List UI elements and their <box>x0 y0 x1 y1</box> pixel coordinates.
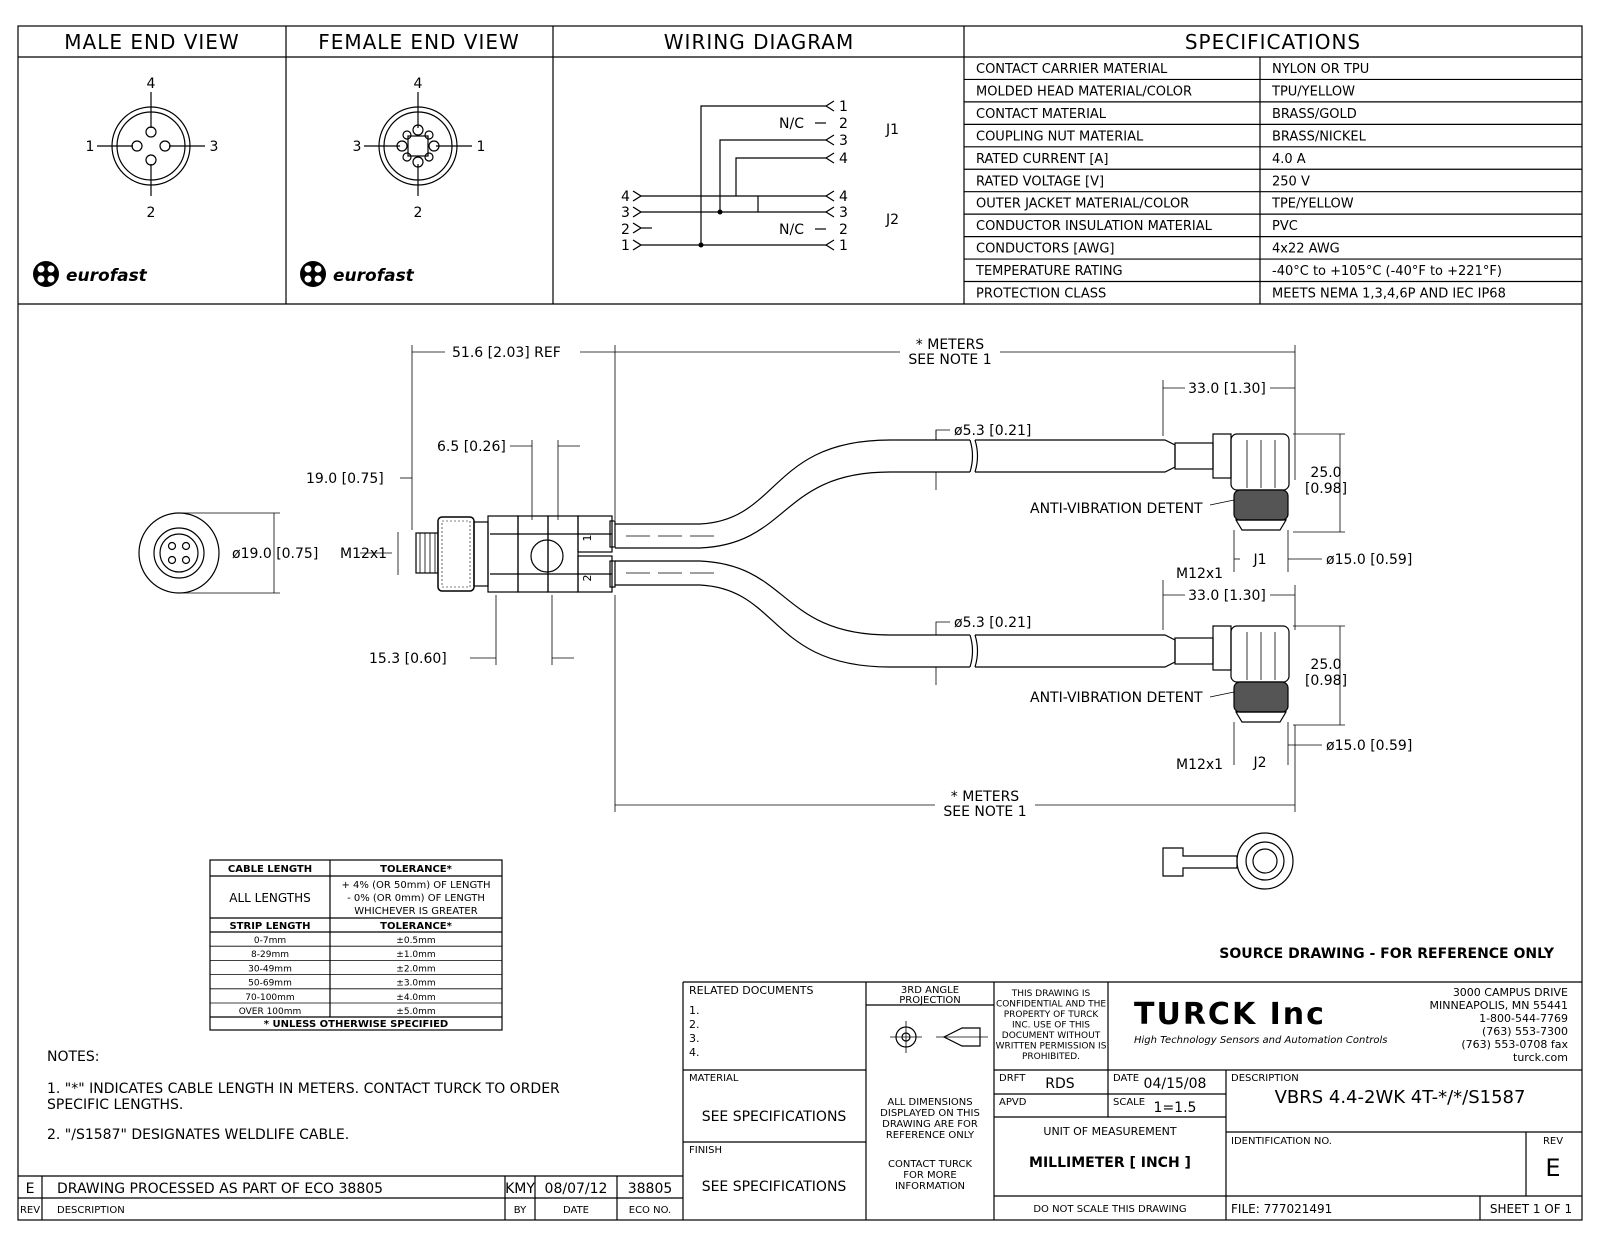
spec-label: MOLDED HEAD MATERIAL/COLOR <box>976 84 1193 100</box>
confidential-line: INC. USE OF THIS <box>1012 1020 1090 1031</box>
date-label: DATE <box>1113 1073 1140 1084</box>
rev-header-eco: ECO NO. <box>628 1205 672 1216</box>
identification-label: IDENTIFICATION NO. <box>1231 1136 1332 1147</box>
female-end-view-header: FEMALE END VIEW <box>318 30 520 54</box>
female-pin-4: 4 <box>413 76 423 92</box>
turck-logo <box>1134 997 1326 1032</box>
dims-note-line: ALL DIMENSIONS <box>887 1097 973 1108</box>
dims-note-line: DRAWING ARE FOR <box>882 1119 978 1130</box>
rev-label: REV <box>1542 1136 1564 1147</box>
rev-letter: E <box>25 1181 35 1197</box>
dim-note-bottom: SEE NOTE 1 <box>943 804 1027 820</box>
tol-header-strip-length: STRIP LENGTH <box>229 921 311 932</box>
third-angle-projection-icon <box>890 1021 988 1053</box>
file-number: FILE: 777021491 <box>1231 1202 1333 1216</box>
rev-header-by: BY <box>513 1205 527 1216</box>
strip-tolerance-cell: ±2.0mm <box>396 964 436 975</box>
wiring-j1-label: J1 <box>886 122 900 138</box>
finish-value: SEE SPECIFICATIONS <box>701 1179 847 1195</box>
eurofast-logo-icon <box>300 261 415 287</box>
related-doc-1: 1. <box>689 1004 700 1017</box>
finish-label: FINISH <box>689 1145 722 1156</box>
related-doc-2: 2. <box>689 1018 700 1031</box>
spec-label: CONDUCTOR INSULATION MATERIAL <box>976 219 1212 235</box>
connector-label-j1: J1 <box>1253 552 1267 568</box>
plug-label-2: 2 <box>581 574 594 582</box>
anti-vibration-label-j1: ANTI-VIBRATION DETENT <box>1030 501 1203 517</box>
related-doc-4: 4. <box>689 1046 700 1059</box>
spec-value: 4x22 AWG <box>1272 241 1340 257</box>
dim-note-top: SEE NOTE 1 <box>908 352 992 368</box>
dim-thread-j2: M12x1 <box>1176 757 1224 773</box>
female-pin-2: 2 <box>413 205 423 221</box>
tol-line-1: + 4% (OR 50mm) OF LENGTH <box>341 880 491 891</box>
male-end-view-header: MALE END VIEW <box>64 30 240 54</box>
dim-thread-main: M12x1 <box>340 546 388 562</box>
strip-tolerance-cell: ±3.0mm <box>396 978 436 989</box>
contact-note-line: INFORMATION <box>894 1181 966 1192</box>
material-label: MATERIAL <box>689 1073 739 1084</box>
spec-value: BRASS/GOLD <box>1272 106 1357 122</box>
svg-text:eurofast: eurofast <box>333 266 414 286</box>
spec-label: CONTACT MATERIAL <box>976 106 1107 122</box>
contact-note-line: CONTACT TURCK <box>887 1159 973 1170</box>
rev-date: 08/07/12 <box>544 1181 608 1197</box>
strip-tolerance-cell: ±0.5mm <box>396 936 436 946</box>
rev-by: KMY <box>505 1181 535 1197</box>
company-tagline: High Technology Sensors and Automation Controls <box>1134 1035 1388 1046</box>
sheet-number: SHEET 1 OF 1 <box>1489 1202 1573 1216</box>
address-line: MINNEAPOLIS, MN 55441 <box>1429 999 1568 1012</box>
eurofast-logo-icon <box>33 261 148 287</box>
projection-label-b: PROJECTION <box>899 995 961 1006</box>
left-pin-2: 2 <box>621 222 630 238</box>
tol-header-strip-tolerance: TOLERANCE* <box>380 921 452 932</box>
address-line: (763) 553-7300 <box>1481 1025 1568 1038</box>
do-not-scale-note: DO NOT SCALE THIS DRAWING <box>1033 1204 1187 1215</box>
spec-value: TPE/YELLOW <box>1272 196 1354 212</box>
material-value: SEE SPECIFICATIONS <box>701 1109 847 1125</box>
cable-j1 <box>615 440 1175 548</box>
address-line: 1-800-544-7769 <box>1479 1012 1568 1025</box>
spec-value: NYLON OR TPU <box>1272 62 1370 77</box>
dim-cable-diameter-j1: ø5.3 [0.21] <box>954 423 1032 439</box>
left-pin-1: 1 <box>621 238 630 254</box>
svg-text:TURCK Inc: TURCK Inc <box>1134 997 1326 1032</box>
dim-height-j1-b: [0.98] <box>1304 481 1348 497</box>
scale-label: SCALE <box>1113 1097 1146 1108</box>
contact-note-line: FOR MORE <box>903 1170 957 1181</box>
related-doc-3: 3. <box>689 1032 700 1045</box>
right-angle-connector-end-view <box>1163 833 1293 889</box>
confidential-line: DOCUMENT WITHOUT <box>1001 1031 1101 1041</box>
spec-value: -40°C to +105°C (-40°F to +221°F) <box>1272 264 1502 280</box>
j2-pin-2: 2 <box>839 222 848 238</box>
j2-pin-4: 4 <box>839 189 848 205</box>
strip-length-cell: 70-100mm <box>245 992 295 1003</box>
part-description: VBRS 4.4-2WK 4T-*/*/S1587 <box>1274 1087 1526 1108</box>
related-docs-label: RELATED DOCUMENTS <box>689 984 814 997</box>
spec-value: BRASS/NICKEL <box>1272 129 1366 145</box>
dim-cable-diameter-j2: ø5.3 [0.21] <box>954 615 1032 631</box>
date-value: 04/15/08 <box>1143 1076 1207 1092</box>
dim-thread-j1: M12x1 <box>1176 566 1224 582</box>
projection-label-a: 3RD ANGLE <box>900 985 960 996</box>
j2-pin-3: 3 <box>839 205 848 221</box>
spec-label: CONDUCTORS [AWG] <box>976 241 1115 257</box>
confidential-line: WRITTEN PERMISSION IS <box>995 1041 1107 1052</box>
rev-header-rev: REV <box>19 1205 41 1216</box>
dim-connector-length-j2: 33.0 [1.30] <box>1188 588 1266 604</box>
note-2: 2. "/S1587" DESIGNATES WELDLIFE CABLE. <box>47 1127 350 1143</box>
strip-length-cell: 8-29mm <box>251 950 289 961</box>
dim-19-0: 19.0 [0.75] <box>306 471 384 487</box>
male-pin-4: 4 <box>146 76 156 92</box>
dim-meters-bottom: * METERS <box>950 789 1020 805</box>
spec-label: RATED VOLTAGE [V] <box>976 174 1105 190</box>
nc-label-j2: N/C <box>779 222 804 238</box>
rev-eco: 38805 <box>627 1181 673 1197</box>
female-pin-3: 3 <box>352 139 362 155</box>
female-pin-1: 1 <box>476 139 486 155</box>
j1-pin-3: 3 <box>839 133 848 149</box>
confidential-line: PROPERTY OF TURCK <box>1003 1010 1099 1020</box>
spec-value: PVC <box>1272 219 1298 235</box>
strip-length-cell: OVER 100mm <box>238 1007 302 1017</box>
dims-note-line: REFERENCE ONLY <box>885 1130 975 1141</box>
right-angle-connector-j2 <box>1175 626 1289 722</box>
spec-label: RATED CURRENT [A] <box>976 151 1109 167</box>
confidential-line: PROHIBITED. <box>1022 1052 1080 1062</box>
drft-label: DRFT <box>999 1073 1026 1084</box>
tol-header-cable-length: CABLE LENGTH <box>227 864 313 875</box>
unit-value: MILLIMETER [ INCH ] <box>1029 1155 1191 1171</box>
male-pin-2: 2 <box>146 205 156 221</box>
dim-height-j2-a: 25.0 <box>1310 657 1342 673</box>
connector-label-j2: J2 <box>1253 755 1267 771</box>
dim-overall-ref: 51.6 [2.03] REF <box>452 345 561 361</box>
anti-vibration-label-j2: ANTI-VIBRATION DETENT <box>1030 690 1203 706</box>
dim-nut-diameter-j2: ø15.0 [0.59] <box>1326 738 1413 754</box>
left-pin-4: 4 <box>621 189 630 205</box>
spec-value: 250 V <box>1272 174 1310 190</box>
description-label: DESCRIPTION <box>1231 1073 1299 1084</box>
dim-height-j2-b: [0.98] <box>1304 673 1348 689</box>
scale-value: 1=1.5 <box>1153 1100 1197 1116</box>
confidential-line: CONFIDENTIAL AND THE <box>995 999 1107 1010</box>
j2-pin-1: 1 <box>839 238 848 254</box>
spec-label: PROTECTION CLASS <box>976 286 1107 302</box>
spec-value: 4.0 A <box>1272 151 1306 167</box>
tol-footer: * UNLESS OTHERWISE SPECIFIED <box>263 1019 449 1030</box>
dim-height-j1-a: 25.0 <box>1310 465 1342 481</box>
wiring-diagram-header: WIRING DIAGRAM <box>663 30 855 54</box>
strip-tolerance-cell: ±4.0mm <box>396 992 436 1003</box>
note-1-line-b: SPECIFIC LENGTHS. <box>47 1097 184 1113</box>
dim-connector-length-j1: 33.0 [1.30] <box>1188 381 1266 397</box>
tol-all-lengths: ALL LENGTHS <box>229 891 311 905</box>
spec-label: COUPLING NUT MATERIAL <box>976 129 1144 145</box>
tol-line-2: - 0% (OR 0mm) OF LENGTH <box>347 893 485 904</box>
dim-6-5: 6.5 [0.26] <box>437 439 506 455</box>
spec-value: MEETS NEMA 1,3,4,6P AND IEC IP68 <box>1272 286 1506 302</box>
rev-header-date: DATE <box>562 1205 590 1216</box>
rev-value: E <box>1545 1154 1561 1182</box>
male-pin-3: 3 <box>209 139 219 155</box>
female-end-view-connector <box>364 92 472 196</box>
strip-length-cell: 0-7mm <box>253 936 287 946</box>
male-pin-1: 1 <box>85 139 95 155</box>
note-1-line-a: 1. "*" INDICATES CABLE LENGTH IN METERS. CONTACT TURCK TO ORDER <box>47 1081 560 1097</box>
plug-label-1: 1 <box>581 534 594 542</box>
dim-meters-top: * METERS <box>915 337 985 353</box>
address-line: turck.com <box>1513 1051 1568 1064</box>
j1-pin-4: 4 <box>839 151 848 167</box>
j1-pin-2: 2 <box>839 116 848 132</box>
specifications-header: SPECIFICATIONS <box>1184 30 1362 54</box>
confidential-line: THIS DRAWING IS <box>1011 989 1091 999</box>
dim-nut-diameter-j1: ø15.0 [0.59] <box>1326 552 1413 568</box>
left-pin-3: 3 <box>621 205 630 221</box>
male-end-view-connector <box>97 92 205 196</box>
apvd-label: APVD <box>999 1097 1027 1108</box>
strip-length-cell: 30-49mm <box>248 964 292 975</box>
nc-label-j1: N/C <box>779 116 804 132</box>
spec-value: TPU/YELLOW <box>1272 84 1355 100</box>
spec-label: CONTACT CARRIER MATERIAL <box>976 62 1168 77</box>
tol-header-tolerance: TOLERANCE* <box>380 864 452 875</box>
spec-label: TEMPERATURE RATING <box>976 264 1123 280</box>
wiring-j2-label: J2 <box>886 212 900 228</box>
tol-line-3: WHICHEVER IS GREATER <box>354 906 478 917</box>
rev-header-description: DESCRIPTION <box>57 1205 125 1216</box>
dim-15-3: 15.3 [0.60] <box>369 651 447 667</box>
strip-tolerance-cell: ±1.0mm <box>396 950 436 961</box>
dim-front-diameter: ø19.0 [0.75] <box>232 546 319 562</box>
dims-note-line: DISPLAYED ON THIS <box>880 1108 980 1119</box>
strip-tolerance-cell: ±5.0mm <box>396 1007 436 1017</box>
source-drawing-note: SOURCE DRAWING - FOR REFERENCE ONLY <box>1219 946 1554 962</box>
svg-text:eurofast: eurofast <box>66 266 147 286</box>
strip-length-cell: 50-69mm <box>248 978 292 989</box>
drft-value: RDS <box>1045 1076 1075 1092</box>
notes-title: NOTES: <box>47 1049 100 1065</box>
address-line: 3000 CAMPUS DRIVE <box>1452 986 1568 999</box>
cable-j2 <box>615 561 1175 667</box>
rev-description: DRAWING PROCESSED AS PART OF ECO 38805 <box>57 1181 384 1197</box>
address-line: (763) 553-0708 fax <box>1461 1038 1568 1051</box>
spec-label: OUTER JACKET MATERIAL/COLOR <box>976 196 1190 212</box>
j1-pin-1: 1 <box>839 99 848 115</box>
unit-label: UNIT OF MEASUREMENT <box>1043 1125 1177 1138</box>
